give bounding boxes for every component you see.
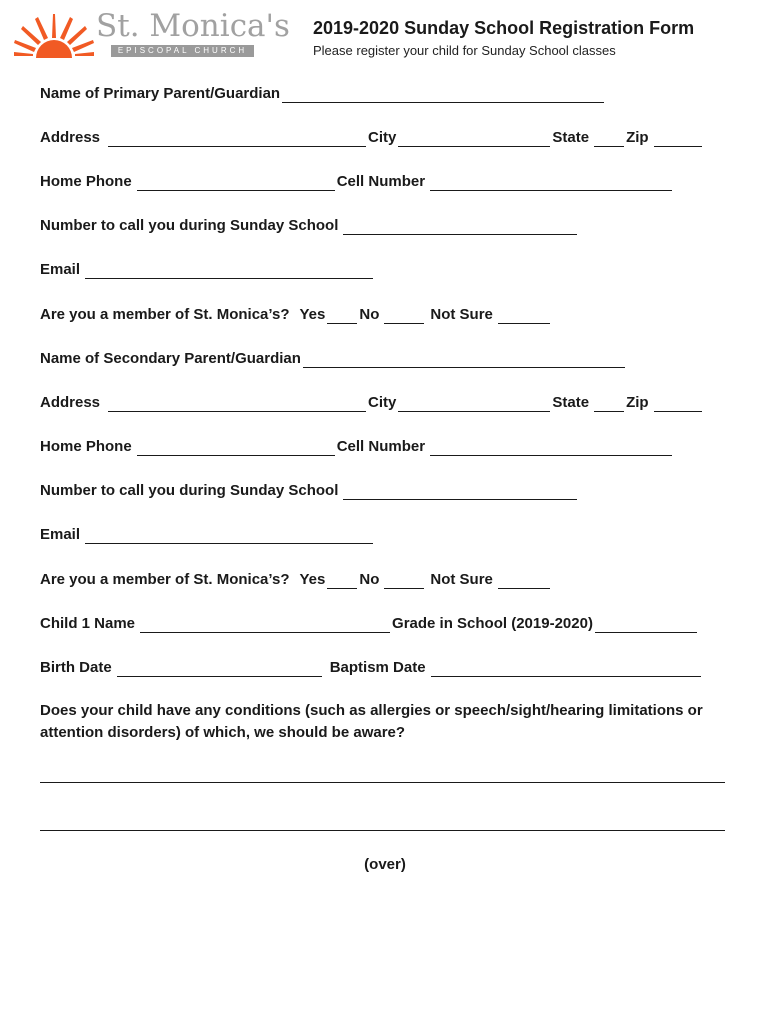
secondary-not-sure-field[interactable] [498, 572, 550, 589]
secondary-yes-field[interactable] [327, 572, 357, 589]
secondary-call-field[interactable] [343, 483, 577, 500]
secondary-member-label: Are you a member of St. Monica’s? [40, 571, 290, 588]
secondary-email-row [40, 525, 375, 545]
primary-address-row [40, 128, 704, 148]
secondary-address-row [40, 393, 704, 413]
logo-wordmark: St. Monica's [96, 8, 290, 44]
child-birth-label: Birth Date [40, 659, 112, 676]
child-birth-field[interactable] [117, 660, 322, 677]
primary-call-row [40, 216, 579, 236]
primary-address-label: Address [40, 129, 101, 146]
child-name-row [40, 614, 699, 634]
secondary-cell-label: Cell Number [336, 438, 426, 455]
primary-home-phone-field[interactable] [137, 174, 335, 191]
primary-address-field[interactable] [108, 130, 366, 147]
secondary-member-row [40, 570, 552, 590]
form-subtitle: Please register your child for Sunday School classes [313, 43, 616, 58]
logo-tagline: EPISCOPAL CHURCH [111, 45, 254, 57]
primary-zip-label: Zip [626, 129, 649, 146]
child-baptism-field[interactable] [431, 660, 701, 677]
primary-no-field[interactable] [384, 307, 424, 324]
primary-yes-label: Yes [299, 306, 326, 323]
form-title: 2019-2020 Sunday School Registration Form [313, 18, 695, 38]
secondary-name-row [40, 349, 627, 369]
primary-state-label: State [552, 129, 590, 146]
conditions-question: Does your child have any conditions (such as allergies or speech/sight/hearing limitations or attention disorders) of which, we should be aware? [40, 702, 703, 741]
secondary-name-label: Name of Secondary Parent/Guardian [40, 350, 301, 367]
secondary-address-label: Address [40, 394, 101, 411]
secondary-name-field[interactable] [303, 351, 625, 368]
primary-call-field[interactable] [343, 218, 577, 235]
secondary-email-label: Email [40, 526, 81, 543]
primary-home-phone-label: Home Phone [40, 173, 132, 190]
secondary-call-row [40, 481, 579, 501]
over-note: (over) [364, 856, 406, 873]
secondary-yes-label: Yes [299, 571, 326, 588]
secondary-not-sure-label: Not Sure [430, 571, 493, 588]
primary-state-field[interactable] [594, 130, 624, 147]
secondary-no-field[interactable] [384, 572, 424, 589]
primary-no-label: No [359, 306, 380, 323]
primary-cell-label: Cell Number [336, 173, 426, 190]
child-baptism-label: Baptism Date [329, 659, 426, 676]
primary-zip-field[interactable] [654, 130, 702, 147]
child-grade-field[interactable] [595, 616, 697, 633]
secondary-state-label: State [552, 394, 590, 411]
secondary-city-field[interactable] [398, 395, 550, 412]
secondary-state-field[interactable] [594, 395, 624, 412]
secondary-zip-label: Zip [626, 394, 649, 411]
child-dates-row [40, 658, 703, 678]
secondary-email-field[interactable] [85, 527, 373, 544]
secondary-phone-row [40, 437, 674, 457]
primary-call-label: Number to call you during Sunday School [40, 217, 339, 234]
church-logo [14, 8, 290, 60]
primary-name-label: Name of Primary Parent/Guardian [40, 85, 281, 102]
secondary-zip-field[interactable] [654, 395, 702, 412]
conditions-answer-line-2[interactable] [40, 830, 725, 831]
secondary-home-phone-label: Home Phone [40, 438, 132, 455]
secondary-call-label: Number to call you during Sunday School [40, 482, 339, 499]
primary-email-label: Email [40, 261, 81, 278]
primary-email-field[interactable] [85, 262, 373, 279]
secondary-no-label: No [359, 571, 380, 588]
secondary-address-field[interactable] [108, 395, 366, 412]
form-header [313, 18, 694, 58]
sunburst-icon [14, 12, 94, 60]
primary-name-field[interactable] [282, 86, 604, 103]
child-name-field[interactable] [140, 616, 390, 633]
primary-city-field[interactable] [398, 130, 550, 147]
primary-email-row [40, 260, 375, 280]
primary-name-row [40, 84, 606, 104]
primary-phone-row [40, 172, 674, 192]
primary-not-sure-field[interactable] [498, 307, 550, 324]
primary-cell-field[interactable] [430, 174, 672, 191]
primary-member-label: Are you a member of St. Monica’s? [40, 306, 290, 323]
child-name-label: Child 1 Name [40, 615, 136, 632]
conditions-answer-line-1[interactable] [40, 782, 725, 783]
primary-member-row [40, 305, 552, 325]
secondary-city-label: City [368, 394, 397, 411]
primary-not-sure-label: Not Sure [430, 306, 493, 323]
secondary-home-phone-field[interactable] [137, 439, 335, 456]
secondary-cell-field[interactable] [430, 439, 672, 456]
primary-yes-field[interactable] [327, 307, 357, 324]
primary-city-label: City [368, 129, 397, 146]
child-grade-label: Grade in School (2019-2020) [392, 615, 593, 632]
